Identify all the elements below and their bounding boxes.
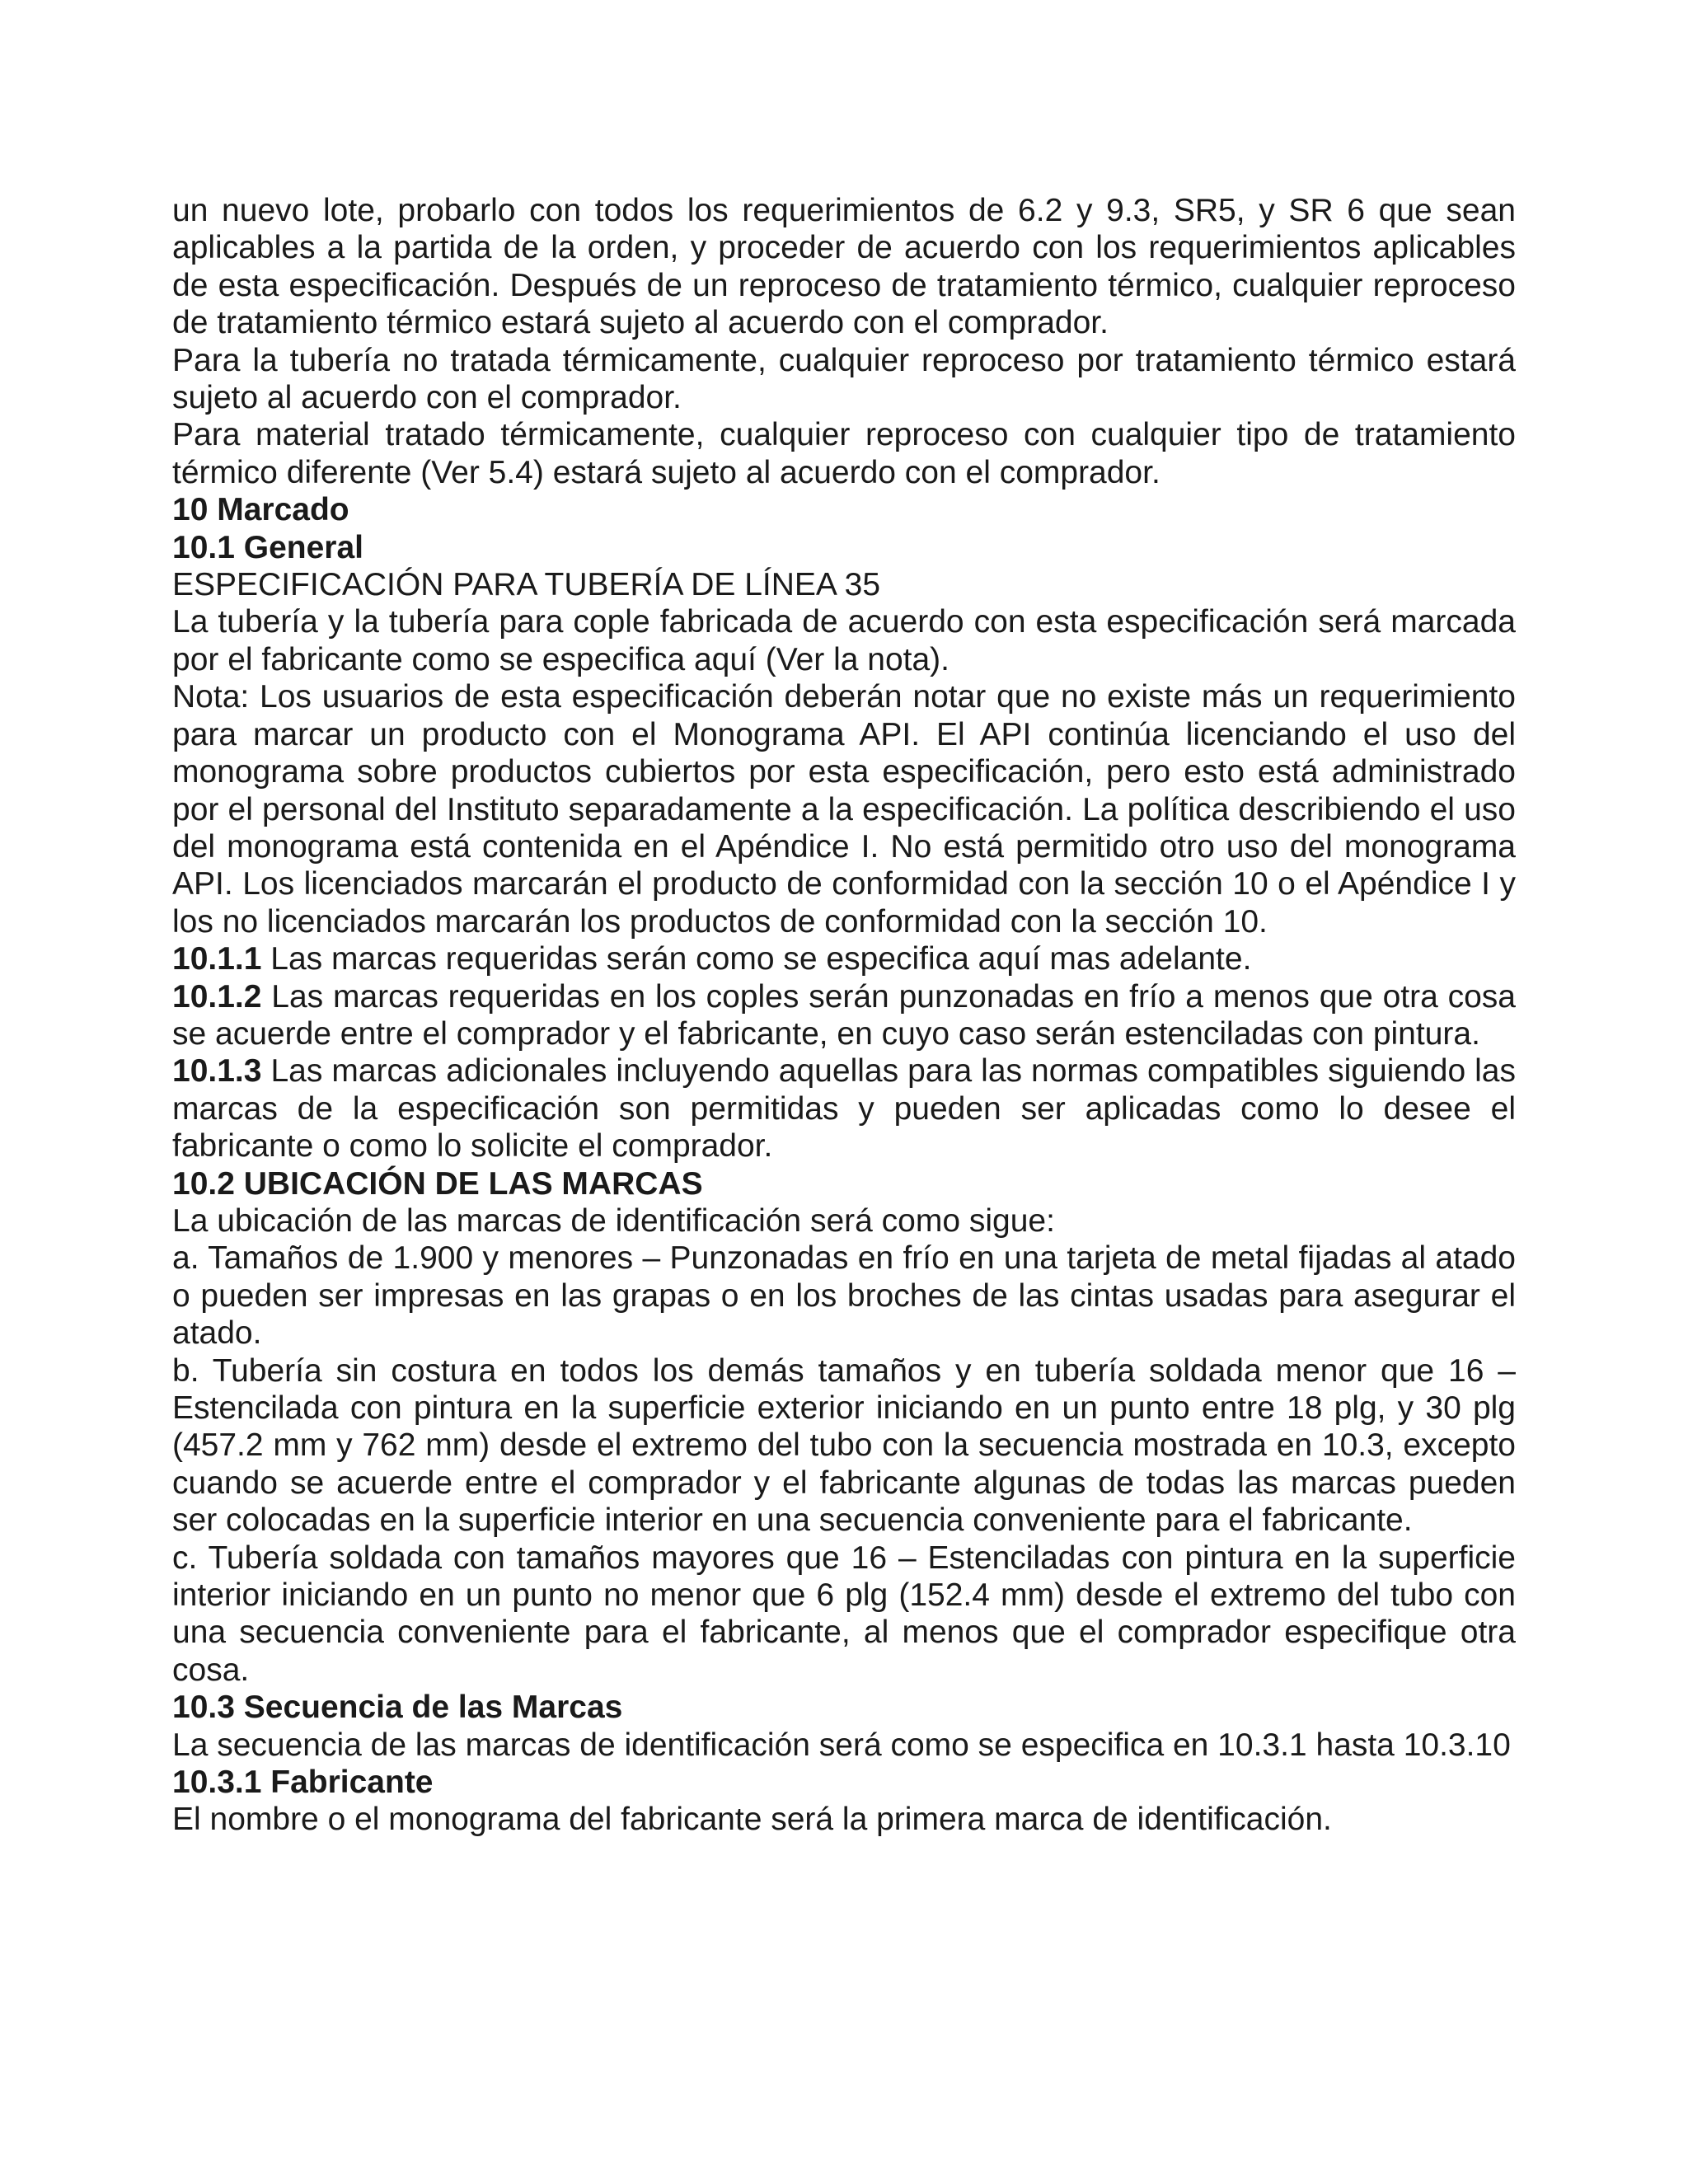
running-header: ESPECIFICACIÓN PARA TUBERÍA DE LÍNEA 35	[172, 567, 881, 603]
clause-number: 10.1.1	[172, 941, 262, 977]
section-heading-10-2: 10.2 UBICACIÓN DE LAS MARCAS	[172, 1165, 703, 1202]
section-heading-10-3: 10.3 Secuencia de las Marcas	[172, 1690, 623, 1726]
list-item-c: c. Tubería soldada con tamaños mayores que 16 – Estenciladas con pintura en la superficie interior iniciando en un punto no menor que 6 plg (152.4 mm) desde el extremo del tubo con una secuencia conveniente para el fabricante, al menos que el comprador especifique otra cosa.	[172, 1540, 1516, 1688]
clause-text: Las marcas requeridas en los coples serán punzonadas en frío a menos que otra cosa se acuerde entre el comprador y el fabricante, en cuyo caso serán estenciladas con pintura.	[172, 978, 1516, 1052]
paragraph-location-intro: La ubicación de las marcas de identificación será como sigue:	[172, 1202, 1055, 1239]
paragraph-10-1-2	[172, 978, 1516, 1053]
paragraph-note-monogram: Nota: Los usuarios de esta especificación deberán notar que no existe más un requerimiento para marcar un producto con el Monograma API. El API continúa licenciando el uso del monograma sobre productos cubiertos por esta especificación, pero esto está administrado por el personal del Instituto separadamente a la especificación. La política describiendo el uso del monograma está contenida en el Apéndice I. No está permitido otro uso del monograma API. Los licenciados marcarán el producto de conformidad con la sección 10 o el Apéndice I y los no licenciados marcarán los productos de conformidad con la sección 10.	[172, 679, 1516, 940]
section-heading-10: 10 Marcado	[172, 492, 349, 528]
paragraph-heat-treated-material: Para material tratado térmicamente, cualquier reproceso con cualquier tipo de tratamiento térmico diferente (Ver 5.4) estará sujeto al acuerdo con el comprador.	[172, 417, 1516, 490]
paragraph-sequence: La secuencia de las marcas de identificación será como se especifica en 10.3.1 hasta 10.3.10	[172, 1727, 1511, 1763]
paragraph-marking-intro: La tubería y la tubería para cople fabricada de acuerdo con esta especificación será marcada por el fabricante como se especifica aquí (Ver la nota).	[172, 604, 1516, 677]
clause-text: Las marcas requeridas serán como se especifica aquí mas adelante.	[261, 941, 1252, 977]
paragraph-heat-treatment-lot: un nuevo lote, probarlo con todos los requerimientos de 6.2 y 9.3, SR5, y SR 6 que sean aplicables a la partida de la orden, y proceder de acuerdo con los requerimientos aplicables de esta especificación. Después de un reproceso de tratamiento térmico, cualquier reproceso de tratamiento térmico estará sujeto al acuerdo con el comprador.	[172, 193, 1516, 341]
section-heading-10-3-1: 10.3.1 Fabricante	[172, 1765, 434, 1801]
list-item-a: a. Tamaños de 1.900 y menores – Punzonadas en frío en una tarjeta de metal fijadas al atado o pueden ser impresas en las grapas o en los broches de las cintas usadas para asegurar el atado.	[172, 1240, 1516, 1352]
paragraph-10-1-3	[172, 1052, 1516, 1165]
paragraph-non-heat-treated: Para la tubería no tratada térmicamente, cualquier reproceso por tratamiento térmico estará sujeto al acuerdo con el comprador.	[172, 342, 1516, 416]
clause-number: 10.1.3	[172, 1053, 262, 1090]
clause-number: 10.1.2	[172, 978, 262, 1015]
section-heading-10-1: 10.1 General	[172, 529, 363, 565]
clause-text: Las marcas adicionales incluyendo aquellas para las normas compatibles siguiendo las marcas de la especificación son permitidas y pueden ser aplicadas como lo desee el fabricante o como lo solicite el comprador.	[172, 1053, 1516, 1165]
list-item-b: b. Tubería sin costura en todos los demás tamaños y en tubería soldada menor que 16 – Estencilada con pintura en la superficie exterior iniciando en un punto entre 18 plg, y 30 plg (457.2 mm y 762 mm) desde el extremo del tubo con la secuencia mostrada en 10.3, excepto cuando se acuerde entre el comprador y el fabricante algunas de todas las marcas pueden ser colocadas en la superficie interior en una secuencia conveniente para el fabricante.	[172, 1352, 1516, 1539]
paragraph-10-1-1	[172, 940, 1516, 977]
document-page	[172, 192, 1516, 1839]
paragraph-manufacturer: El nombre o el monograma del fabricante será la primera marca de identificación.	[172, 1802, 1332, 1838]
